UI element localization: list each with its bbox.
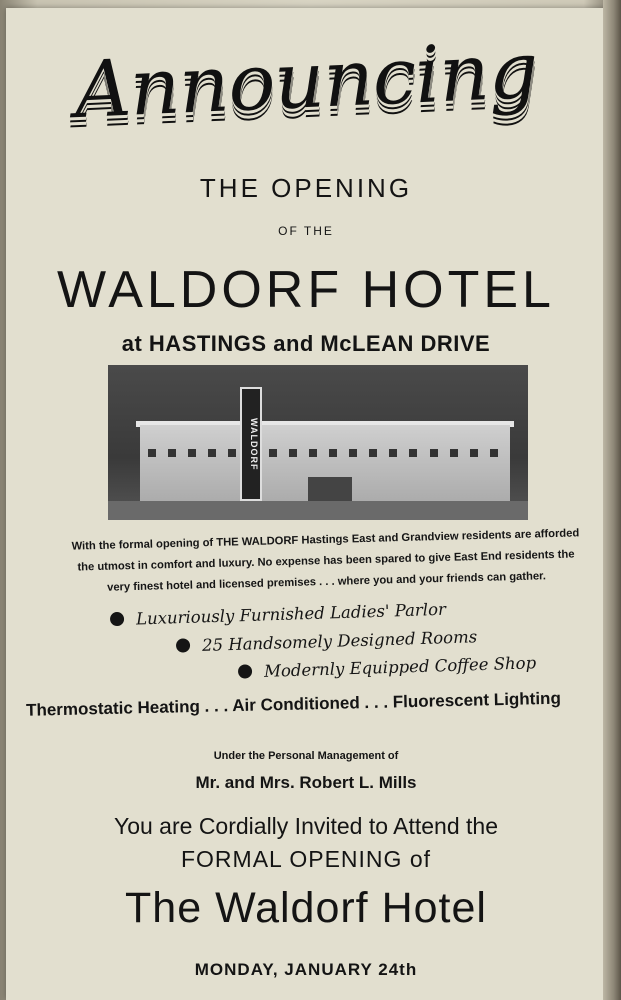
invitation-line-2: FORMAL OPENING of [180,846,432,872]
bullet-icon [110,612,124,626]
page-edge [603,0,621,1000]
opening-date: MONDAY, JANUARY 24th [194,960,418,979]
features-line: Thermostatic Heating . . . Air Conditioned . . . Fluorescent Lighting [25,688,562,720]
amenity-item [176,627,478,655]
bullet-icon [238,664,252,678]
closing-hotel-name: The Waldorf Hotel [125,884,487,932]
amenity-label: Modernly Equipped Coffee Shop [263,653,537,681]
hotel-name: WALDORF HOTEL [57,261,555,319]
address: at HASTINGS and McLEAN DRIVE [121,331,491,356]
management-names: Mr. and Mrs. Robert L. Mills [195,773,417,792]
of-the-label: OF THE [278,224,334,238]
amenity-label: Luxuriously Furnished Ladies' Parlor [135,599,447,629]
street [108,501,528,520]
newspaper-page [6,8,606,1000]
hotel-photo [108,365,528,520]
bullet-icon [176,638,190,652]
headline: Announcing [72,25,540,137]
amenity-item [238,653,537,681]
amenity-item [110,600,446,630]
invitation-line-1: You are Cordially Invited to Attend the [113,813,498,839]
building-entrance [308,477,352,501]
management-label: Under the Personal Management of [213,750,399,762]
waldorf-sign: WALDORF [240,387,262,501]
building-windows [148,449,498,457]
description-paragraph: With the formal opening of THE WALDORF Hastings East and Grandview residents are afforded the utmost in comfort and luxury. No expense has been spared to give East End residents the very finest hotel and licensed premises . . . where you and your friends can gather. [71,527,580,594]
amenity-label: 25 Handsomely Designed Rooms [201,627,478,655]
subheading: THE OPENING [199,173,413,203]
